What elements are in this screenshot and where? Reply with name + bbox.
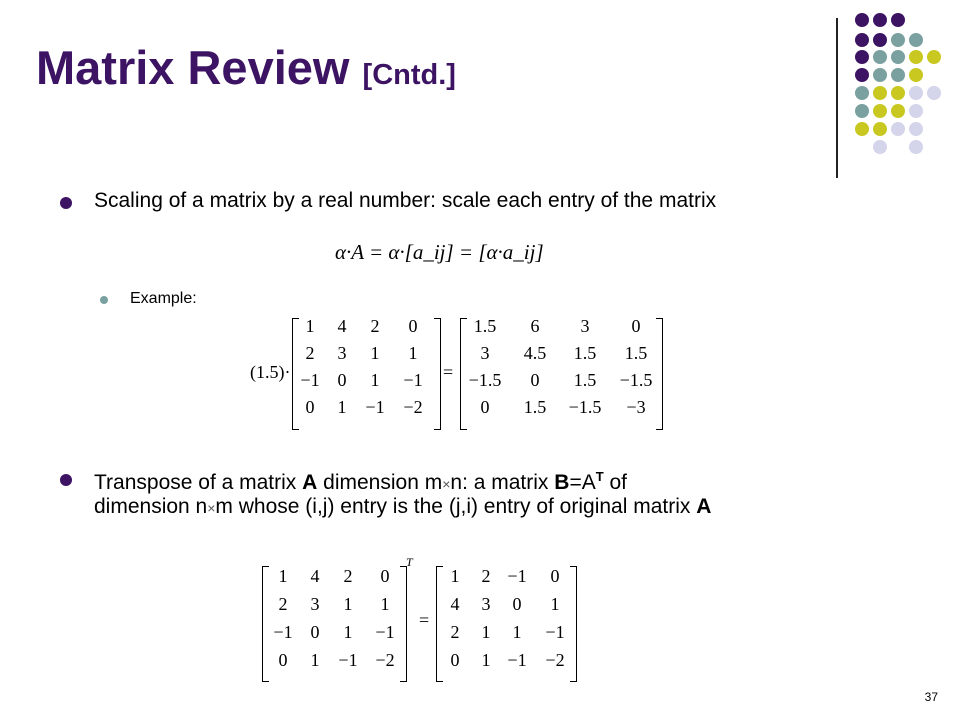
example-label: Example: [130,290,197,307]
decorative-dot [891,13,905,27]
decorative-dot [891,50,905,64]
matrix-cell: 3 [480,343,490,363]
decorative-dot [855,13,869,27]
decorative-dot [927,50,941,64]
matrix-cell: 0 [550,566,560,586]
matrix-cell: 1.5 [523,397,547,417]
decorative-dot [855,68,869,82]
matrix-cell: 1.5 [473,316,497,336]
matrix-cell: −1 [545,622,565,642]
decorative-dot [891,68,905,82]
matrix-bracket-right [434,318,441,430]
equals-sign: = [419,610,430,630]
matrix-cell: 3 [337,343,347,363]
slide-title-sub: [Cntd.] [362,59,456,91]
matrix-symbol: A [302,471,318,494]
decorative-dot [909,104,923,118]
decorative-dot [855,86,869,100]
decorative-dot [909,50,923,64]
matrix-cell: 1.5 [573,370,597,390]
matrix-cell: 2 [305,343,315,363]
matrix-cell: 1 [550,594,560,614]
matrix-cell: 6 [530,316,540,336]
matrix-cell: 3 [580,316,590,336]
matrix-cell: 3 [310,594,320,614]
times-symbol: × [442,476,451,492]
decorative-dot [873,33,887,47]
matrix-cell: 0 [450,650,460,670]
decorative-dot [873,68,887,82]
matrix-cell: 0 [380,566,390,586]
decorative-dot [909,140,923,154]
decorative-dot [891,104,905,118]
bullet-transpose-line2 [94,492,711,523]
matrix-cell: −1.5 [568,397,602,417]
decorative-dot [873,13,887,27]
matrix-cell: 0 [530,370,540,390]
transpose-superscript: T [406,555,413,569]
decorative-dot [873,140,887,154]
text-run: n: a matrix [450,471,555,494]
matrix-cell: 4 [337,316,347,336]
scaling-formula: α·A = α·[a_ij] = [α·a_ij] [335,240,544,264]
text-run: dimension m [317,471,443,494]
matrix-cell: 1 [370,370,380,390]
equals-sign: = [443,362,454,382]
matrix-cell: 1 [408,343,418,363]
matrix-cell: 2 [450,622,460,642]
decorative-dot [855,33,869,47]
matrix-cell: −1.5 [468,370,502,390]
decorative-dot-grid [0,0,960,180]
matrix-cell: −1 [273,622,293,642]
matrix-symbol: B [554,471,570,494]
matrix-cell: −2 [375,650,395,670]
matrix-cell: 1 [380,594,390,614]
matrix-cell: 0 [408,316,418,336]
decorative-dot [909,33,923,47]
decorative-dot [873,86,887,100]
matrix-cell: 1 [370,343,380,363]
scalar-factor: (1.5)· [250,362,291,382]
decorative-dot [891,86,905,100]
sub-bullet-dot [100,296,108,304]
decorative-dot [855,122,869,136]
transpose-superscript: T [595,469,604,484]
matrix-cell: 2 [343,566,353,586]
decorative-dot [873,122,887,136]
matrix-cell: 0 [337,370,347,390]
matrix-cell: 1.5 [624,343,648,363]
text-run: of [603,471,628,494]
matrix-cell: 1 [305,316,315,336]
bullet-dot [60,197,72,209]
matrix-cell: 1 [310,650,320,670]
decorative-dot [909,122,923,136]
matrix-cell: −1 [375,622,395,642]
matrix-cell: −1 [300,370,320,390]
text-run: Transpose of a matrix [94,471,303,494]
text-run: dimension n [94,495,208,518]
matrix-cell: 4 [310,566,320,586]
matrix-cell: 0 [278,650,288,670]
decorative-vertical-line [836,18,838,178]
bullet-scaling: Scaling of a matrix by a real number: scale each entry of the matrix [94,189,717,212]
matrix-cell: 0 [480,397,490,417]
matrix-cell: 4.5 [523,343,547,363]
decorative-dot [891,33,905,47]
decorative-dot [873,104,887,118]
matrix-cell: 1 [481,622,491,642]
bullet-dot [60,474,72,486]
matrix-cell: 2 [370,316,380,336]
matrix-cell: 0 [305,397,315,417]
decorative-dot [927,86,941,100]
page-number: 37 [924,690,938,704]
matrix-cell: 1 [512,622,522,642]
matrix-cell: −1 [507,650,527,670]
matrix-cell: 1 [450,566,460,586]
text-run: m whose (i,j) entry is the (j,i) entry of original matrix [215,495,697,518]
slide-title-main: Matrix Review [36,41,350,94]
decorative-dot [855,50,869,64]
matrix-cell: 0 [310,622,320,642]
matrix-cell: −1 [365,397,385,417]
matrix-cell: −1 [403,370,423,390]
matrix-cell: −3 [626,397,646,417]
matrix-cell: 3 [481,594,491,614]
decorative-dot [909,68,923,82]
matrix-cell: 2 [481,566,491,586]
matrix-cell: 0 [631,316,641,336]
times-symbol: × [207,500,216,516]
matrix-cell: 1 [343,594,353,614]
matrix-cell: 1 [481,650,491,670]
matrix-cell: 2 [278,594,288,614]
matrix-cell: 1 [343,622,353,642]
matrix-cell: 1 [278,566,288,586]
matrix-cell: 1 [337,397,347,417]
matrix-cell: −1.5 [619,370,653,390]
matrix-cell: −2 [403,397,423,417]
matrix-symbol: A [696,495,712,518]
matrix-cell: 1.5 [573,343,597,363]
decorative-dot [855,104,869,118]
decorative-dot [891,122,905,136]
matrix-bracket-right [656,318,663,430]
matrix-cell: 4 [450,594,460,614]
matrix-cell: 0 [512,594,522,614]
decorative-dot [873,50,887,64]
text-run: =A [569,471,596,494]
decorative-dot [909,86,923,100]
matrix-cell: −2 [545,650,565,670]
matrix-cell: −1 [507,566,527,586]
matrix-cell: −1 [338,650,358,670]
